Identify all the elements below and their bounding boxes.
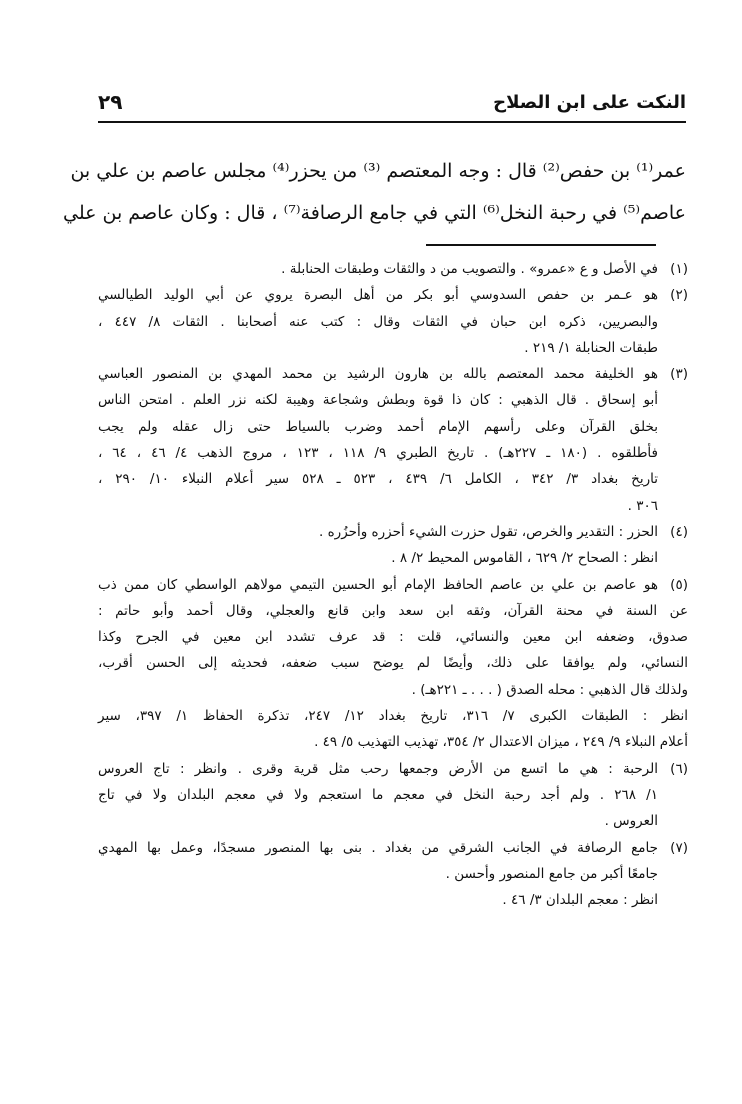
footnote-number: (٧) xyxy=(670,839,688,856)
footnote-line: العروس . xyxy=(604,813,658,830)
footnote-line: أعلام النبلاء ٩/ ٢٤٩ ، ميزان الاعتدال ٢/ ٣٥٤، تهذيب التهذيب ٥/ ٤٩ . xyxy=(314,734,688,751)
footnote xyxy=(98,835,688,914)
footnote xyxy=(98,282,688,361)
footnote-line: ٣٠٦ . xyxy=(627,497,658,514)
footnote-number: (٢) xyxy=(670,287,688,304)
footnote-line: الحزر : التقدير والخرص، تقول حزرت الشيء أحزره وأحزُره . xyxy=(319,523,658,540)
main-text-line: عمر⁽¹⁾ بن حفص⁽²⁾ قال : وجه المعتصم ⁽³⁾ من يحزر⁽⁴⁾ مجلس عاصم بن علي بن xyxy=(70,160,686,182)
footnote-number: (٦) xyxy=(670,760,688,777)
footnote-line: صدوق، وضعفه ابن معين والنسائي، قلت : قد عرف تشدد ابن معين في الجرح وكذا xyxy=(98,629,688,646)
footnote-line: في الأصل و ع «عمرو» . والتصويب من د والثقات وطبقات الحنابلة . xyxy=(281,261,658,277)
footnote xyxy=(98,756,688,835)
footnote-line: هو عـمر بن حفص السدوسي أبو بكر من أهل البصرة يروي عن أبي الوليد الطيالسي xyxy=(98,287,658,304)
footnote-line: ١/ ٢٦٨ . ولم أجد رحبة النخل في معجم ما استعجم ولا في معجم البلدان ولا في تاج xyxy=(98,786,658,803)
main-text-line: عاصم⁽⁵⁾ في رحبة النخل⁽⁶⁾ التي في جامع الرصافة⁽⁷⁾ ، قال : وكان عاصم بن علي xyxy=(63,202,686,224)
footnote-line: والبصريين، ذكره ابن حبان في الثقات وقال : كتب عنه أصحابنا . الثقات ٨/ ٤٤٧ ، xyxy=(98,313,658,330)
footnote-line: طبقات الحنابلة ١/ ٢١٩ . xyxy=(524,339,658,356)
footnote-number: (٥) xyxy=(670,576,688,593)
footnote-line: جامعًا أكبر من جامع المنصور وأحسن . xyxy=(445,865,658,882)
footnote-line: جامع الرصافة في الجانب الشرقي من بغداد . بنى بها المنصور مسجدًا، وعمل بها المهدي xyxy=(98,839,658,856)
footnote-line: انظر : الصحاح ٢/ ٦٢٩ ، القاموس المحيط ٢/ ٨ . xyxy=(391,550,658,567)
footnote-separator xyxy=(426,244,656,246)
footnote-line: فأطلقوه . (١٨٠ ـ ٢٢٧هـ) . تاريخ الطبري ٩/ ١١٨ ، ١٢٣ ، مروج الذهب ٤/ ٤٦ ، ٦٤ ، xyxy=(98,445,658,462)
footnote-line: تاريخ بغداد ٣/ ٣٤٢ ، الكامل ٦/ ٤٣٩ ، ٥٢٣ ـ ٥٢٨ سير أعلام النبلاء ١٠/ ٢٩٠ ، xyxy=(98,471,658,488)
footnote-line: هو الخليفة محمد المعتصم بالله بن هارون الرشيد بن محمد المهدي بن المنصور العباسي xyxy=(98,366,658,383)
footnote-line: الرحبة : هي ما اتسع من الأرض وجمعها رحب مثل قرية وقرى . وانظر : تاج العروس xyxy=(98,760,658,777)
footnote xyxy=(98,572,688,756)
book-title: النكت على ابن الصلاح xyxy=(493,92,686,113)
page-number: ٢٩ xyxy=(98,90,123,114)
footnote-line: بخلق القرآن وعلى رأسهم الإمام أحمد وضرب بالسياط حتى زال عقله ولم يجب xyxy=(98,418,658,435)
footnote-line: انظر : الطبقات الكبرى ٧/ ٣١٦، تاريخ بغداد ١٢/ ٢٤٧، تذكرة الحفاظ ١/ ٣٩٧، سير xyxy=(98,708,689,725)
footnotes xyxy=(98,256,688,913)
footnote-line: ولذلك قال الذهبي : محله الصدق ( . . . ـ ٢٢١هـ) . xyxy=(411,681,688,698)
footnote xyxy=(98,519,688,572)
footnote-number: (٤) xyxy=(670,523,688,540)
running-header xyxy=(98,88,686,120)
footnote xyxy=(98,361,688,519)
footnote-line: هو عاصم بن علي بن عاصم الحافظ الإمام أبو الحسين التيمي مولاهم الواسطي كان ممن ذب xyxy=(98,576,658,593)
footnote-line: أبو إسحاق . قال الذهبي : كان ذا قوة وبطش وشجاعة وهيبة لكنه نزر العلم . امتحن الناس xyxy=(98,392,658,409)
footnote-number: (١) xyxy=(670,261,688,277)
main-text xyxy=(63,150,686,234)
footnote xyxy=(98,256,688,282)
footnote-number: (٣) xyxy=(670,366,688,383)
footnote-line: عن السنة في محنة القرآن، وثقه ابن سعد وابن قانع والعجلي، وقال أحمد وأبو حاتم : xyxy=(98,602,688,619)
footnote-line: انظر : معجم البلدان ٣/ ٤٦ . xyxy=(502,892,658,909)
header-rule xyxy=(98,121,686,123)
footnote-line: النسائي، ولم يوافقا على ذلك، وأيضًا لم يوضح سبب ضعفه، فحديثه إلى الحسن أقرب، xyxy=(98,655,688,672)
